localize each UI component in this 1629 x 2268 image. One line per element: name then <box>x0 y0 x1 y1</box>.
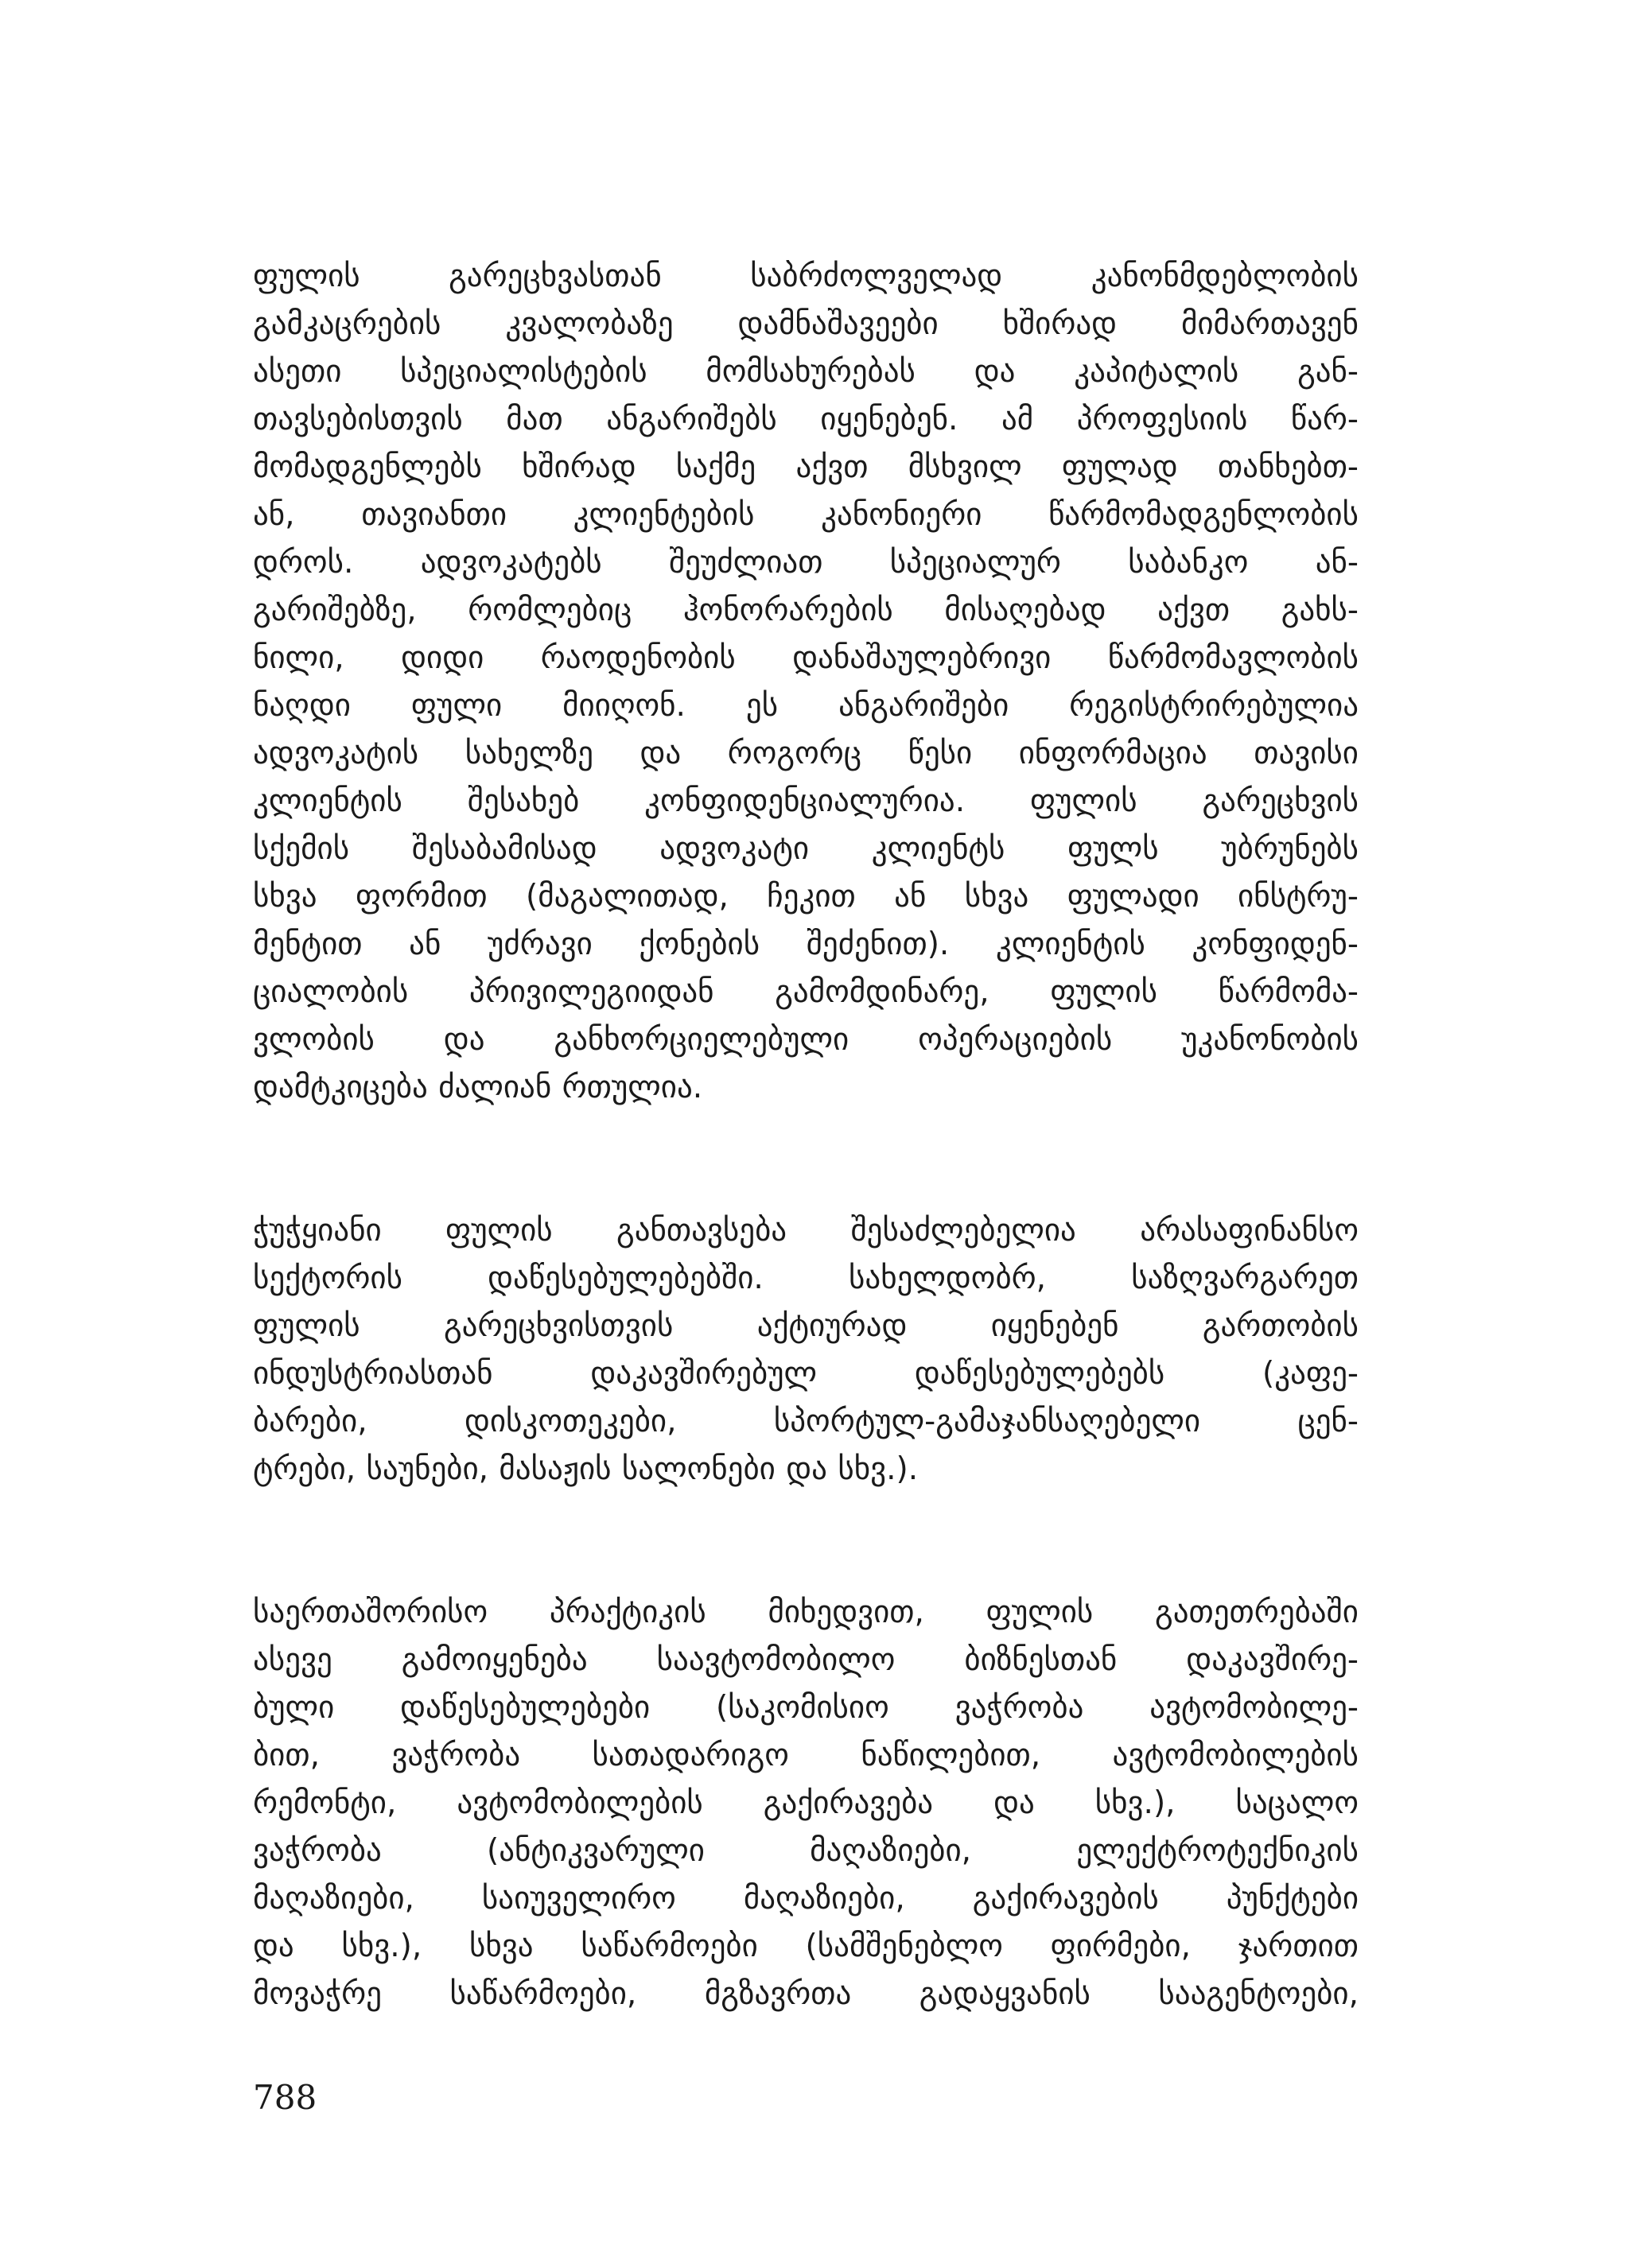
text-line: ბული დაწესებულებები (საკომისიო ვაჭრობა ავტომობილე- <box>253 1690 1359 1726</box>
text-line: და სხვ.), სხვა საწარმოები (სამშენებლო ფირმები, ჯართით <box>253 1928 1359 1964</box>
text-line: ადვოკატის სახელზე და როგორც წესი ინფორმაცია თავისი <box>253 736 1359 771</box>
text-line: ფულის გარეცხვისთვის აქტიურად იყენებენ გართობის <box>253 1308 1359 1344</box>
text-line: მაღაზიები, საიუველირო მაღაზიები, გაქირავების პუნქტები <box>253 1881 1359 1917</box>
text-line: ნილი, დიდი რაოდენობის დანაშაულებრივი წარმომავლობის <box>253 640 1359 676</box>
text-line: ასევე გამოიყენება საავტომობილო ბიზნესთან დაკავშირე- <box>253 1642 1359 1678</box>
text-line: დამტკიცება ძალიან რთულია. <box>253 1070 703 1105</box>
text-line: სქემის შესაბამისად ადვოკატი კლიენტს ფულს უბრუნებს <box>253 831 1359 867</box>
text-line: ჭუჭყიანი ფულის განთავსება შესაძლებელია არასაფინანსო <box>253 1213 1359 1249</box>
text-line: გარიშებზე, რომლებიც ჰონორარების მისაღებად აქვთ გახს- <box>253 592 1359 628</box>
text-line: ფულის გარეცხვასთან საბრძოლველად კანონმდებლობის <box>253 258 1359 294</box>
paragraph-2 <box>253 1207 1359 1493</box>
text-line: დროს. ადვოკატებს შეუძლიათ სპეციალურ საბანკო ან- <box>253 545 1359 581</box>
text-line: ან, თავიანთი კლიენტების კანონიერი წარმომადგენლობის <box>253 497 1359 533</box>
text-line: გამკაცრების კვალობაზე დამნაშავეები ხშირად მიმართავენ <box>253 306 1359 342</box>
text-line: ვლობის და განხორციელებული ოპერაციების უკანონობის <box>253 1022 1359 1058</box>
text-line: სხვა ფორმით (მაგალითად, ჩეკით ან სხვა ფულადი ინსტრუ- <box>253 879 1359 915</box>
text-line: მენტით ან უძრავი ქონების შეძენით). კლიენტის კონფიდენ- <box>253 926 1359 962</box>
paragraph-3 <box>253 1589 1359 2018</box>
text-line: ბით, ვაჭრობა სათადარიგო ნაწილებით, ავტომობილების <box>253 1738 1359 1773</box>
text-line: მოვაჭრე საწარმოები, მგზავრთა გადაყვანის სააგენტოები, <box>253 1976 1359 2012</box>
text-line: ნაღდი ფული მიიღონ. ეს ანგარიშები რეგისტრირებულია <box>253 688 1359 724</box>
text-line: ვაჭრობა (ანტიკვარული მაღაზიები, ელექტროტექნიკის <box>253 1833 1359 1869</box>
text-line: ციალობის პრივილეგიიდან გამომდინარე, ფულის წარმომა- <box>253 974 1359 1010</box>
text-line: ტრები, საუნები, მასაჟის სალონები და სხვ.). <box>253 1451 919 1487</box>
text-line: რემონტი, ავტომობილების გაქირავება და სხვ.), საცალო <box>253 1785 1359 1821</box>
paragraph-1 <box>253 253 1359 1112</box>
page-number: 788 <box>253 2078 317 2117</box>
text-line: ასეთი სპეციალისტების მომსახურებას და კაპიტალის გან- <box>253 354 1359 390</box>
text-line: ბარები, დისკოთეკები, სპორტულ-გამაჯანსაღებელი ცენ- <box>253 1404 1359 1439</box>
text-line: თავსებისთვის მათ ანგარიშებს იყენებენ. ამ პროფესიის წარ- <box>253 402 1359 437</box>
text-line: სექტორის დაწესებულებებში. სახელდობრ, საზღვარგარეთ <box>253 1260 1359 1296</box>
text-line: კლიენტის შესახებ კონფიდენციალურია. ფულის გარეცხვის <box>253 783 1359 819</box>
text-line: საერთაშორისო პრაქტიკის მიხედვით, ფულის გათეთრებაში <box>253 1594 1359 1630</box>
text-line: ინდუსტრიასთან დაკავშირებულ დაწესებულებებს (კაფე- <box>253 1356 1359 1392</box>
text-line: მომადგენლებს ხშირად საქმე აქვთ მსხვილ ფულად თანხებთ- <box>253 449 1359 485</box>
